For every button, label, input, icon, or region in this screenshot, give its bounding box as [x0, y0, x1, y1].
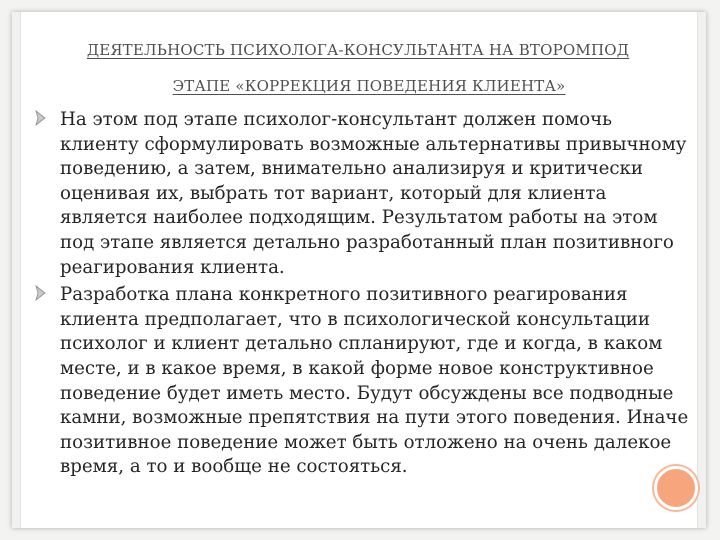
- slide: [12, 12, 706, 528]
- bullet-text: На этом под этапе психолог-консультант должен помочь клиенту сформулировать возможные альтернативы привычному поведению, а затем, внимательно анализируя и критически оценивая их, выбрать тот вариант, который для клиента является наиболее подходящим. Результатом работы на этом под этапе является детально разработанный план позитивного реагирования клиента.: [60, 109, 687, 278]
- bullet-item: [32, 108, 692, 280]
- slide-title: [42, 32, 702, 104]
- bullet-text: Разработка плана конкретного позитивного реагирования клиента предполагает, что в психологической консультации психолог и клиент детально спланируют, где и когда, в каком месте, и в какое время, в какой форме новое конструктивное поведение будет иметь место. Будут обсуждены все подводные камни, возможные препятствия на пути этого поведения. Иначе позитивное поведение может быть отложено на очень далекое время, а то и вообще не состояться.: [60, 284, 689, 478]
- bullet-item: [32, 283, 692, 480]
- left-border-band: [12, 12, 21, 528]
- bullet-list: [32, 108, 692, 483]
- decorative-orange-circle: [654, 466, 698, 510]
- title-line-2: ЭТАПЕ «КОРРЕКЦИЯ ПОВЕДЕНИЯ КЛИЕНТА»: [172, 77, 566, 95]
- arrow-bullet-icon: [35, 285, 46, 301]
- arrow-bullet-icon: [35, 110, 46, 126]
- title-line-1: ДЕЯТЕЛЬНОСТЬ ПСИХОЛОГА-КОНСУЛЬТАНТА НА ВТОРОМПОД: [86, 41, 630, 59]
